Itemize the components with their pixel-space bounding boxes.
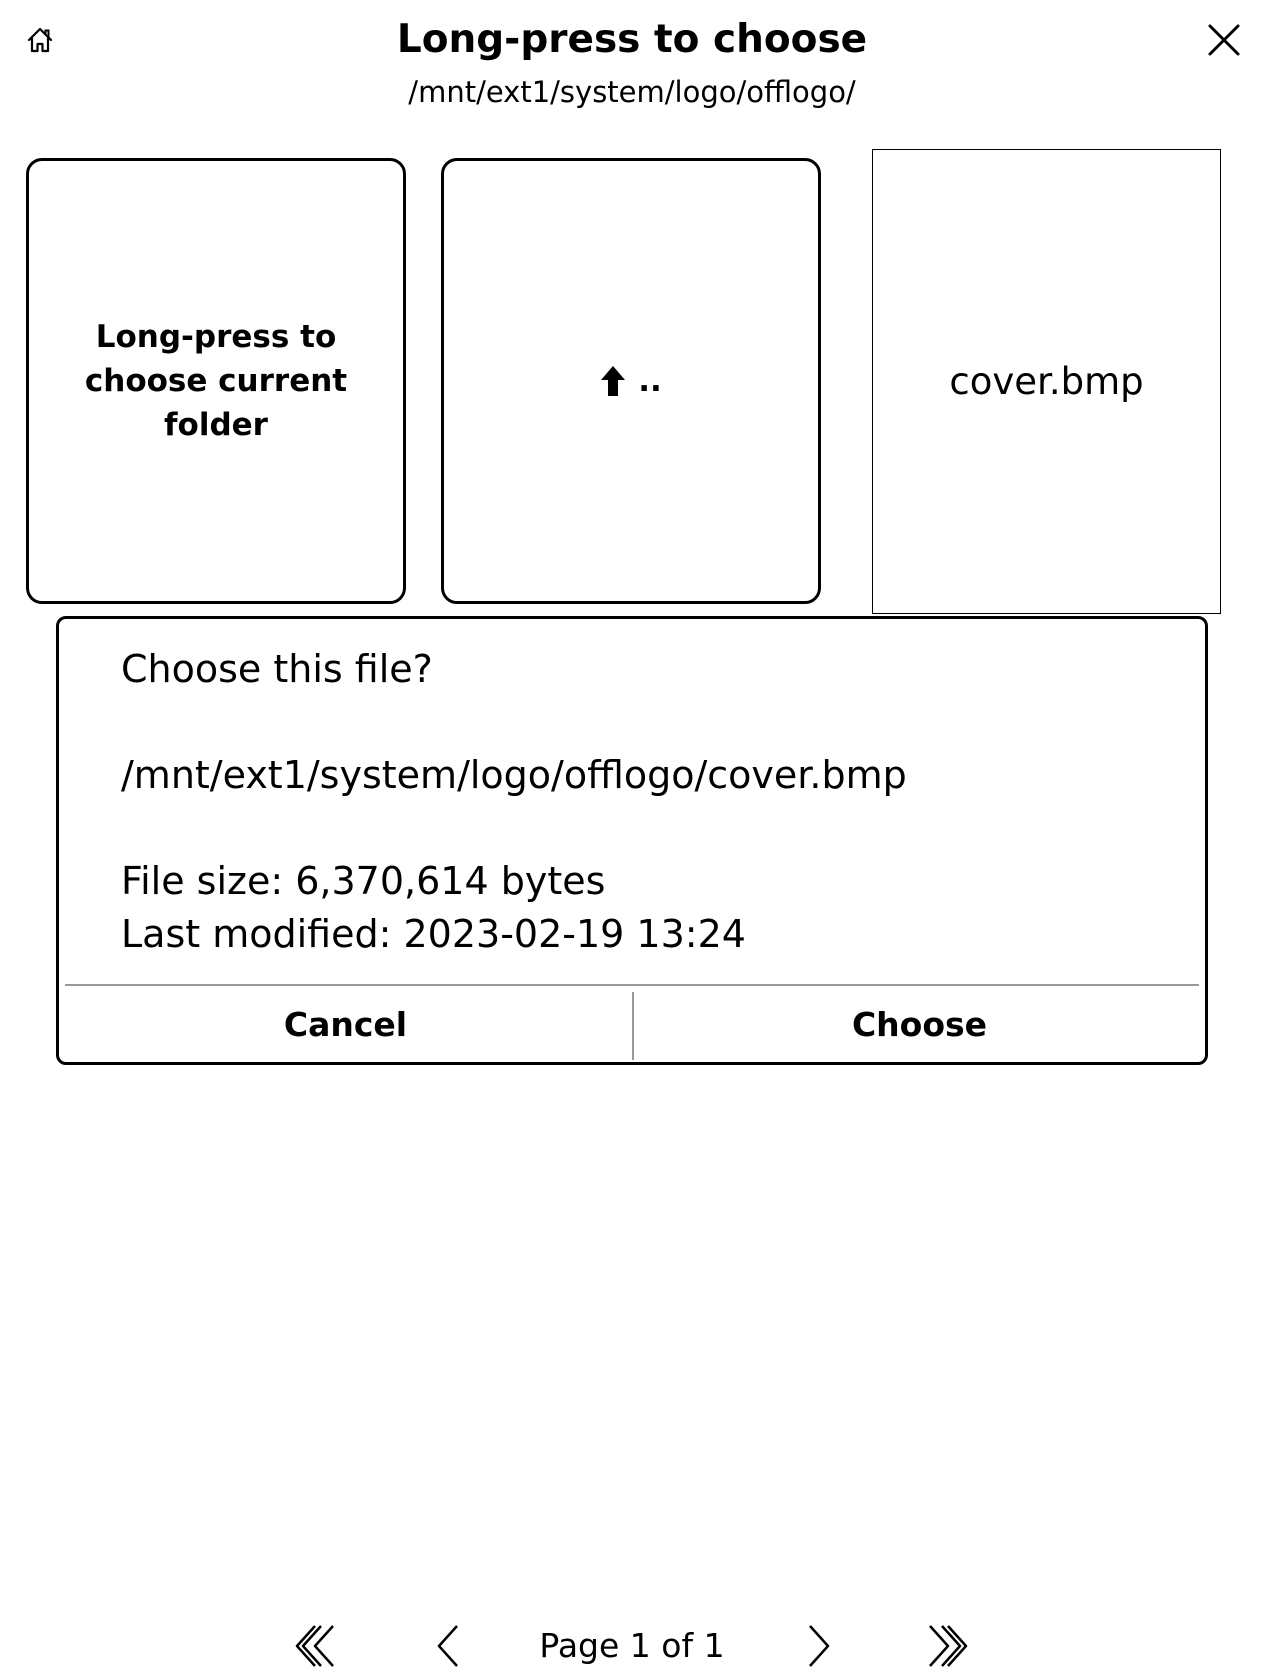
choose-button[interactable]: Choose — [851, 1004, 988, 1044]
first-page-button[interactable] — [284, 1614, 348, 1678]
file-name-label: cover.bmp — [949, 360, 1144, 403]
chevron-right-icon — [802, 1623, 836, 1669]
choose-current-folder-label: Long-press to choose current folder — [84, 319, 348, 443]
next-page-button[interactable] — [787, 1614, 851, 1678]
chevron-left-icon — [431, 1623, 465, 1669]
double-chevron-right-icon — [924, 1623, 970, 1669]
parent-folder-label: .. — [638, 363, 662, 399]
choose-current-folder-tile[interactable] — [26, 158, 406, 604]
dialog-last-modified: Last modified: 2023-02-19 13:24 — [121, 912, 746, 956]
dialog-file-path: /mnt/ext1/system/logo/offlogo/cover.bmp — [121, 753, 907, 797]
home-icon — [25, 25, 55, 55]
double-chevron-left-icon — [293, 1623, 339, 1669]
close-icon — [1207, 23, 1241, 57]
dialog-question: Choose this file? — [121, 647, 433, 691]
file-tile-cover-bmp[interactable] — [872, 149, 1221, 614]
cancel-button[interactable]: Cancel — [283, 1004, 408, 1044]
dialog-file-size: File size: 6,370,614 bytes — [121, 859, 606, 903]
arrow-up-icon — [600, 365, 626, 397]
current-path: /mnt/ext1/system/logo/offlogo/ — [408, 75, 856, 109]
page-indicator: Page 1 of 1 — [539, 1626, 725, 1665]
home-button[interactable] — [18, 18, 62, 62]
last-page-button[interactable] — [915, 1614, 979, 1678]
close-button[interactable] — [1200, 16, 1248, 64]
choose-file-dialog — [56, 616, 1208, 1065]
dialog-body — [121, 643, 1185, 961]
previous-page-button[interactable] — [416, 1614, 480, 1678]
parent-folder-tile[interactable] — [441, 158, 821, 604]
page-title: Long-press to choose — [396, 17, 868, 62]
